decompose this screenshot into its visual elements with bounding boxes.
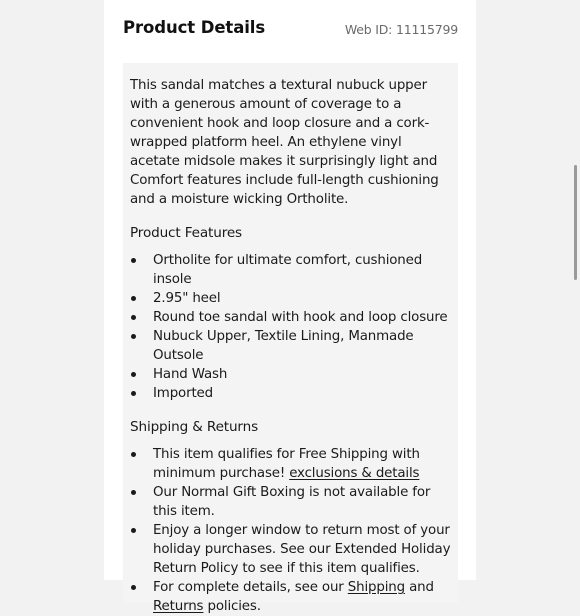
web-id: Web ID: 11115799 — [344, 22, 458, 37]
shipping-item-policies — [130, 578, 455, 616]
feature-item: Round toe sandal with hook and loop closure — [130, 308, 455, 327]
details-panel — [123, 63, 458, 614]
shipping-link[interactable]: Shipping — [347, 580, 405, 595]
scrollbar-thumb[interactable] — [574, 165, 577, 280]
feature-item: Nubuck Upper, Textile Lining, Manmade Outsole — [130, 327, 455, 365]
page-title: Product Details — [123, 18, 266, 37]
product-features-heading: Product Features — [130, 225, 242, 241]
feature-item: Hand Wash — [130, 365, 455, 384]
shipping-item-free-shipping — [130, 445, 455, 483]
product-description: This sandal matches a textural nubuck upper with a generous amount of coverage to a convenient hook and loop closure and a cork-wrapped platform heel. An ethylene vinyl acetate midsole makes it surprisingly light and Comfort features include full-length cushioning and a moisture wicking Ortholite. — [130, 78, 439, 207]
shipping-item-gift-boxing: Our Normal Gift Boxing is not available for this item. — [130, 483, 455, 521]
shipping-item-holiday-returns: Enjoy a longer window to return most of your holiday purchases. See our Extended Holiday Return Policy to see if this item qualifies. — [130, 521, 455, 578]
shipping-returns-heading: Shipping & Returns — [130, 419, 259, 435]
policies-suffix: policies. — [207, 599, 261, 614]
product-features-list — [130, 251, 455, 403]
policies-and: and — [409, 580, 434, 595]
feature-item: Imported — [130, 384, 455, 403]
product-details-page — [104, 0, 476, 614]
feature-item: 2.95" heel — [130, 289, 455, 308]
free-shipping-text: This item qualifies for Free Shipping with minimum purchase! — [153, 447, 420, 481]
details-content — [130, 76, 455, 616]
product-details-header — [123, 18, 458, 42]
returns-link[interactable]: Returns — [153, 599, 204, 614]
policies-prefix: For complete details, see our — [153, 580, 344, 595]
shipping-returns-list — [130, 445, 455, 616]
feature-item: Ortholite for ultimate comfort, cushioned insole — [130, 251, 455, 289]
exclusions-details-link[interactable]: exclusions & details — [289, 466, 420, 481]
